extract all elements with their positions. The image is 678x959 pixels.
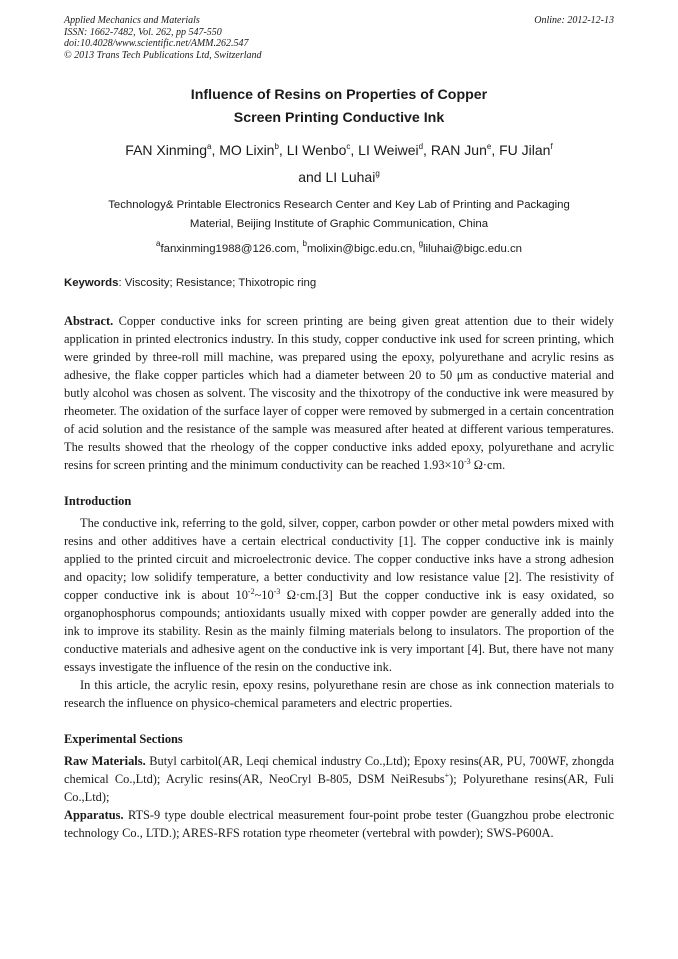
paper-title	[64, 84, 614, 130]
author-line-1	[64, 137, 614, 164]
journal-issn: ISSN: 1662-7482, Vol. 262, pp 547-550	[64, 26, 222, 38]
raw-materials-sup: +	[444, 771, 450, 780]
intro-p1-text-a: The conductive ink, referring to the gold, silver, copper, carbon powder or other metal powders mixed with resins and other additives have a certain electrical conductivity [1]. The copper conductive ink is mainly applied to the printed circuit and microelectronic device. The copper conductive inks have a strong adhesion and opacity; low solidify temperature, a better conductivity and low resistance value [2]. The resistivity of copper conductive ink is about 10	[64, 516, 614, 602]
keywords	[64, 275, 614, 291]
email-separator: ,	[296, 243, 303, 255]
abstract	[64, 312, 614, 474]
author-affil-sup: a	[207, 142, 212, 151]
author-name: MO Lixin	[219, 142, 275, 158]
intro-p1-mid: ~10	[254, 588, 274, 602]
title-line-1: Influence of Resins on Properties of Copper	[190, 87, 488, 103]
email-link[interactable]: liluhai@bigc.edu.cn	[423, 243, 522, 255]
affiliation	[64, 196, 614, 234]
author-affil-sup: b	[274, 142, 279, 151]
section-heading-experimental: Experimental Sections	[64, 732, 183, 746]
email-separator: ,	[412, 243, 419, 255]
online-date: Online: 2012-12-13	[534, 15, 614, 26]
intro-exponent-1: -2	[247, 587, 255, 596]
title-line-2: Screen Printing Conductive Ink	[233, 110, 445, 126]
author-affil-sup: g	[375, 169, 380, 178]
author-name: FAN Xinming	[125, 142, 207, 158]
raw-materials-paragraph	[64, 752, 614, 806]
email-sup: b	[302, 239, 307, 248]
raw-materials-text-a: Butyl carbitol(AR, Leqi chemical industry Co.,Ltd); Epoxy resins(AR, PU, 700WF, zhongda chemical Co.,Ltd); Acrylic resins(AR, NeoCryl B-805, DSM NeiResubs	[64, 754, 614, 786]
author-line-2	[64, 164, 614, 191]
abstract-exponent: -3	[463, 457, 471, 466]
author-name: RAN Jun	[430, 142, 487, 158]
author-affil-sup: c	[346, 142, 351, 151]
author-list	[64, 137, 614, 191]
paper-page	[64, 15, 614, 842]
apparatus-label: Apparatus.	[64, 808, 124, 822]
affiliation-line-1: Technology& Printable Electronics Research Center and Key Lab of Printing and Packaging	[108, 199, 570, 211]
email-link[interactable]: fanxinming1988@126.com	[160, 243, 297, 255]
author-separator: ,	[491, 142, 500, 158]
author-separator: ,	[350, 142, 359, 158]
author-separator: ,	[278, 142, 287, 158]
author-affil-sup: d	[418, 142, 424, 151]
journal-name: Applied Mechanics and Materials	[64, 15, 200, 26]
keywords-text: : Viscosity; Resistance; Thixotropic ring	[118, 277, 317, 289]
author-name: FU Jilan	[499, 142, 551, 158]
intro-paragraph-2: In this article, the acrylic resin, epoxy resins, polyurethane resin are chose as ink connection materials to research the influence on physico-chemical parameters and electric properties.	[64, 678, 614, 710]
raw-materials-text-b: ); Polyurethane resins(AR, Fuli Co.,Ltd);	[64, 772, 614, 804]
author-affil-sup: f	[550, 142, 553, 151]
email-sup: g	[418, 239, 424, 248]
abstract-unit: Ω·cm.	[470, 458, 506, 472]
section-heading-introduction: Introduction	[64, 494, 132, 508]
email-sup: a	[156, 239, 161, 248]
journal-header	[64, 15, 614, 61]
author-name: LI Luhai	[325, 169, 376, 185]
journal-copyright: © 2013 Trans Tech Publications Ltd, Switzerland	[64, 49, 262, 61]
intro-exponent-2: -3	[273, 587, 281, 596]
email-link[interactable]: molixin@bigc.edu.cn	[306, 243, 413, 255]
raw-materials-label: Raw Materials.	[64, 754, 146, 768]
abstract-label: Abstract.	[64, 314, 114, 328]
author-name: LI Wenbo	[286, 142, 347, 158]
abstract-text: Copper conductive inks for screen printing are being given great attention due to their widely application in printed electronics industry. In this study, copper conductive ink used for screen printing, which were grinded by three-roll mill machine, was prepared using the epoxy, polyurethane and acrylic resins as adhesive, the flake copper particles which had a diameter between 20 to 50 μm as conductive material and butly alcohol was chosen as solvent. The viscosity and the thixotropy of the conductive ink were measured by rheometer. The oxidation of the surface layer of copper were removed by submerged in a certain concentration of acid solution and the resistance of the sample was measured after heated at different various temperatures. The results showed that the rheology of the copper conductive inks added epoxy, polyurethane and acrylic resins for screen printing and the minimum conductivity can be reached 1.93×10	[64, 314, 614, 472]
apparatus-paragraph	[64, 806, 614, 842]
author-separator: ,	[423, 142, 431, 158]
apparatus-text: RTS-9 type double electrical measurement four-point probe tester (Guangzhou probe electronic technology Co., LTD.); ARES-RFS rotation type rheometer (vertebral with powder); SWS-P600A.	[64, 808, 614, 840]
author-emails	[64, 241, 614, 257]
affiliation-line-2: Material, Beijing Institute of Graphic Communication, China	[189, 218, 489, 230]
intro-p1-text-b: Ω·cm.[3] But the copper conductive ink is easy oxidated, so organophosphorus compounds; antioxidants usually mixed with copper powder are generally added into the ink to improve its stability. Resin as the mainly filming materials belong to insulators. The proportion of the conductive materials and adhesive agent on the conductive ink is very important [4]. But, there have not many essays investigate the influence of the resin on the conductive ink.	[64, 588, 615, 674]
author-affil-sup: e	[486, 142, 492, 151]
author-and: and	[298, 169, 326, 185]
keywords-label: Keywords	[64, 277, 119, 289]
journal-doi[interactable]: doi:10.4028/www.scientific.net/AMM.262.547	[64, 38, 249, 49]
intro-paragraph-1	[64, 514, 614, 676]
author-separator: ,	[211, 142, 220, 158]
author-name: LI Weiwei	[358, 142, 419, 158]
